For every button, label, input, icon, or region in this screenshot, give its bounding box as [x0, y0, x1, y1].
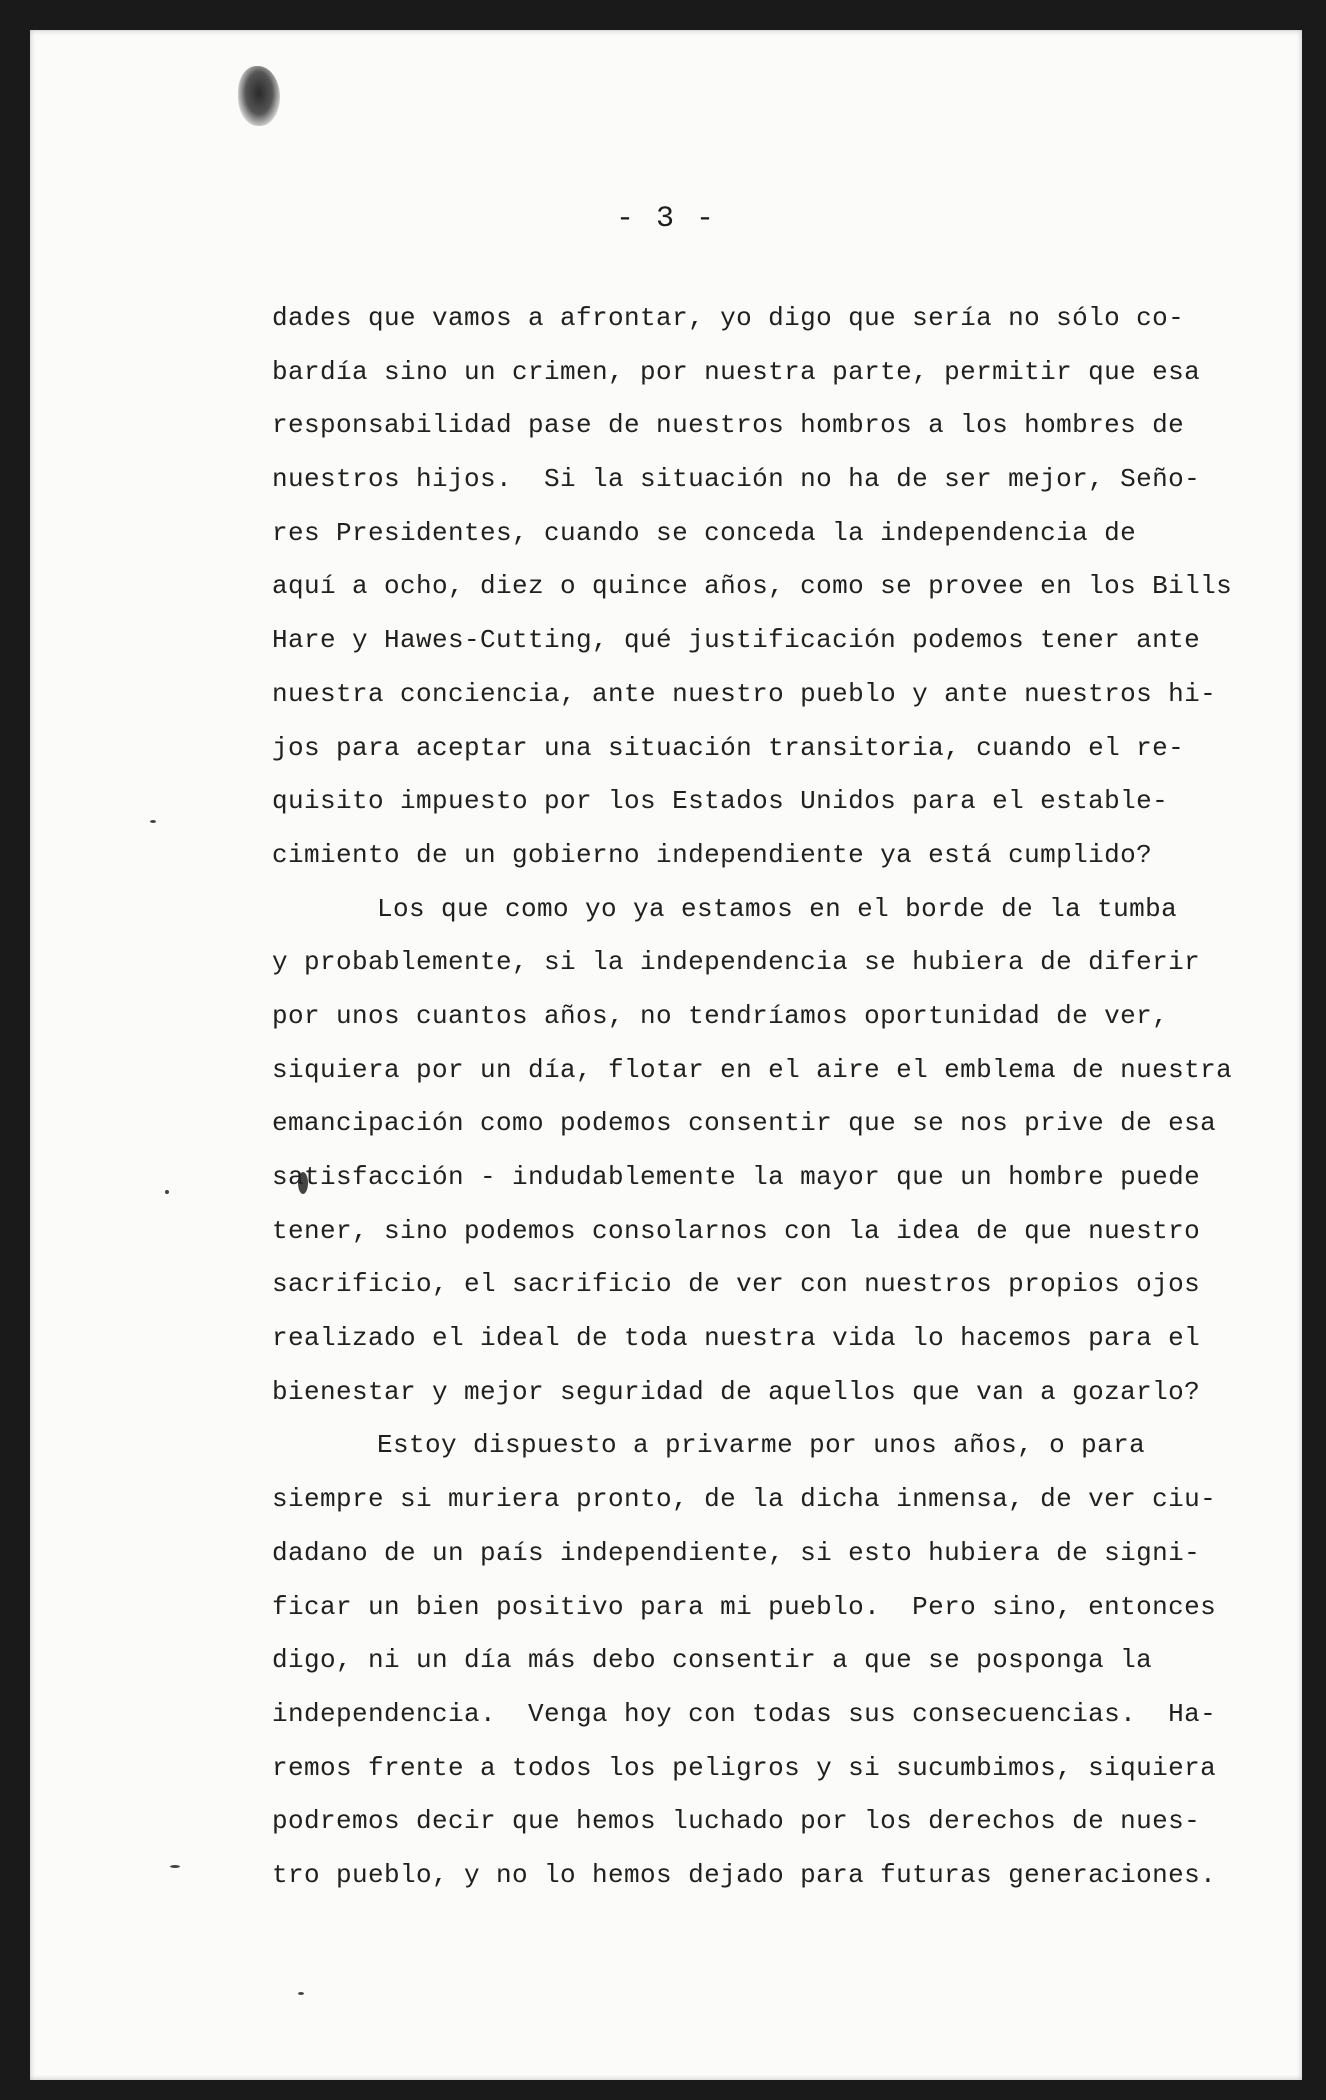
- paragraph-2-line: sacrificio, el sacrificio de ver con nuestros propios ojos: [272, 1269, 1201, 1300]
- scan-speck: [165, 1190, 169, 1194]
- ink-blot-mark: [238, 66, 280, 126]
- scan-speck: [150, 820, 156, 823]
- paragraph-2-line: satisfacción - indudablemente la mayor que un hombre puede: [272, 1162, 1201, 1192]
- paragraph-2-line: por unos cuantos años, no tendríamos oportunidad de ver,: [272, 1000, 1169, 1031]
- page-number: - 3 -: [615, 202, 716, 236]
- paragraph-3-line: siempre si muriera pronto, de la dicha inmensa, de ver ciu-: [272, 1484, 1217, 1515]
- paragraph-3-line: Estoy dispuesto a privarme por unos años, o para: [377, 1430, 1146, 1461]
- paragraph-3-line: ficar un bien positivo para mi pueblo. Pero sino, entonces: [272, 1591, 1217, 1622]
- paragraph-2-line: y probablemente, si la independencia se hubiera de diferir: [272, 947, 1201, 978]
- paragraph-2-line: Los que como yo ya estamos en el borde de la tumba: [377, 893, 1178, 924]
- paragraph-1-line: bardía sino un crimen, por nuestra parte, permitir que esa: [272, 356, 1201, 387]
- scan-speck: [298, 1992, 304, 1995]
- paragraph-2-line: bienestar y mejor seguridad de aquellos que van a gozarlo?: [272, 1376, 1201, 1407]
- body-text: [272, 292, 1252, 1903]
- scan-speck: [170, 1865, 180, 1868]
- paragraph-1-line: jos para aceptar una situación transitoria, cuando el re-: [272, 732, 1185, 763]
- paragraph-2-line: emancipación como podemos consentir que se nos prive de esa: [272, 1108, 1217, 1139]
- paragraph-1-line: res Presidentes, cuando se conceda la independencia de: [272, 517, 1137, 548]
- paragraph-1-line: responsabilidad pase de nuestros hombros a los hombres de: [272, 410, 1185, 441]
- paragraph-2-line: siquiera por un día, flotar en el aire el emblema de nuestra: [272, 1054, 1233, 1085]
- paragraph-2-line: tener, sino podemos consolarnos con la idea de que nuestro: [272, 1215, 1201, 1246]
- paragraph-1-line: nuestra conciencia, ante nuestro pueblo y ante nuestros hi-: [272, 678, 1217, 709]
- paragraph-2-line: realizado el ideal de toda nuestra vida lo hacemos para el: [272, 1323, 1201, 1354]
- paragraph-3-line: remos frente a todos los peligros y si sucumbimos, siquiera: [272, 1752, 1217, 1783]
- paragraph-3-line: dadano de un país independiente, si esto hubiera de signi-: [272, 1537, 1201, 1568]
- paragraph-1-line: dades que vamos a afrontar, yo digo que sería no sólo co-: [272, 303, 1185, 333]
- paragraph-1-line: nuestros hijos. Si la situación no ha de ser mejor, Seño-: [272, 464, 1201, 495]
- paragraph-3-line: independencia. Venga hoy con todas sus consecuencias. Ha-: [272, 1698, 1217, 1729]
- paragraph-3-line: digo, ni un día más debo consentir a que se posponga la: [272, 1645, 1153, 1676]
- document-page: [30, 30, 1302, 2080]
- paragraph-3-line: tro pueblo, y no lo hemos dejado para futuras generaciones.: [272, 1859, 1217, 1890]
- paragraph-1-line: aquí a ocho, diez o quince años, como se provee en los Bills: [272, 571, 1233, 602]
- paragraph-3-line: podremos decir que hemos luchado por los derechos de nues-: [272, 1806, 1201, 1837]
- paragraph-1-line: quisito impuesto por los Estados Unidos para el estable-: [272, 786, 1169, 817]
- paragraph-1-line: cimiento de un gobierno independiente ya está cumplido?: [272, 839, 1153, 870]
- paragraph-1-line: Hare y Hawes-Cutting, qué justificación podemos tener ante: [272, 625, 1201, 656]
